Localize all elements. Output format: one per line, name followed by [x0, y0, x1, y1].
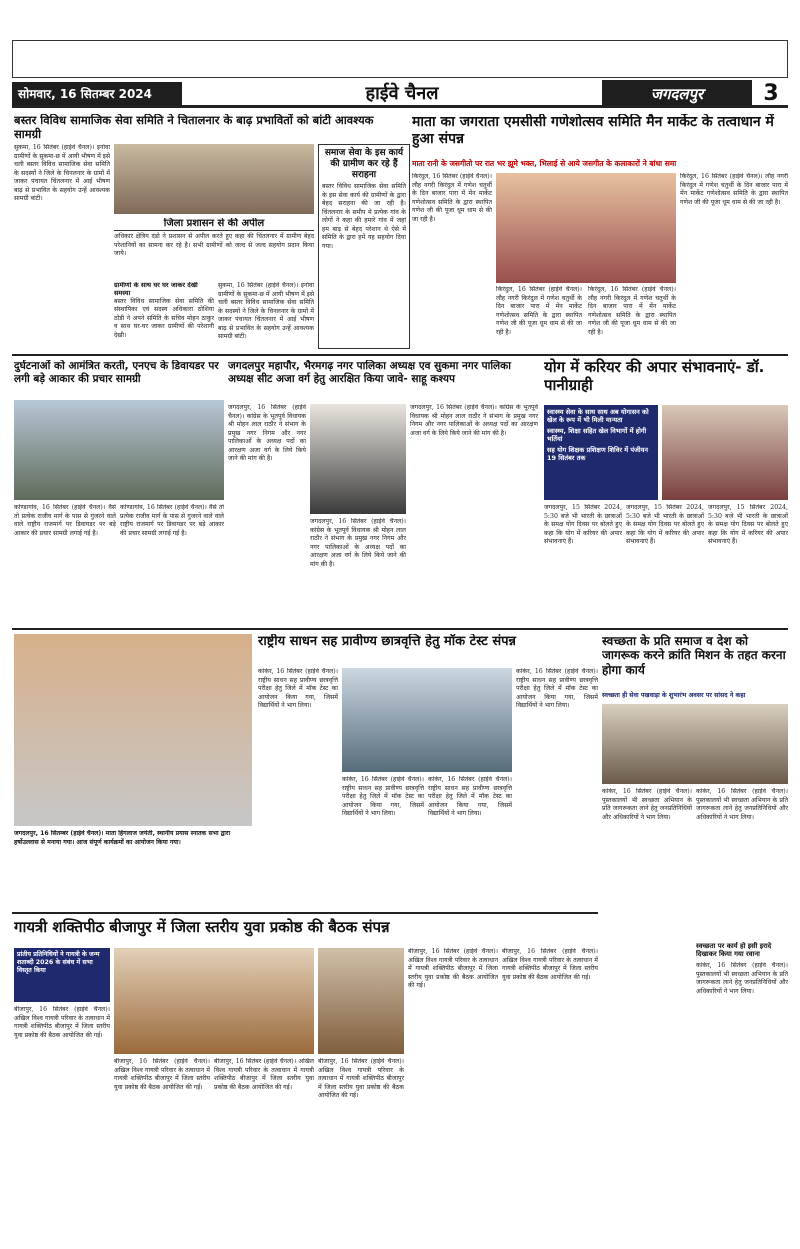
story8-text-e: बीजापुर, 16 सितंबर (हाईवे चैनल)। अखिल विश्व गायत्री परिवार के तत्वाधान में गायत्री शक्तिपीठ बीजापुर में जिला स्तरीय युवा प्रकोष्ठ की बैठक आयोजित की गई। — [408, 948, 498, 989]
story2-text: किरंदुल, 16 सितंबर (हाईवे चैनल)। लौह नगरी किरंदुल में गणेश चतुर्थी के दिन बाजार पारा में मेंन मार्केट गणेशोत्सव समिति के द्वारा स्थापित गणेश जी की पूजा धूम धाम से की जा रही है। — [412, 173, 492, 223]
story7-text-c: कांकेर, 16 सितंबर (हाईवे चैनल)। पुस्तकालयों भी स्वच्छता अभियान के प्रति जागरूकता लाने हेतु जनप्रतिनिधियों और अधिकारियों ने भाग लिया। — [696, 962, 788, 995]
story4-headline: जगदलपुर महापौर, भैरमगढ़ नगर पालिका अध्यक्ष एव सुकमा नगर पालिका अध्यक्ष सीट अजा वर्ग हेतु आरक्षित किया जावे- साहू कश्यप — [228, 360, 511, 385]
story6-text-c: कांकेर, 16 सितंबर (हाईवे चैनल)। राष्ट्रीय साधन सह प्रावीण्य छात्रवृत्ति परीक्षा हेतु जिले में मॉक टेस्ट का आयोजन किया गया, जिसमें विद्यार्थियों ने भाग लिया। — [428, 776, 512, 817]
story2-text-d: किरंदुल, 16 सितंबर (हाईवे चैनल)। लौह नगरी किरंदुल में गणेश चतुर्थी के दिन बाजार पारा में मेंन मार्केट गणेशोत्सव समिति के द्वारा स्थापित गणेश जी की पूजा धूम धाम से की जा रही है। — [680, 173, 788, 206]
story5-text-c: जगदलपुर, 15 सितंबर 2024, 5:30 बजे भी भारती के छात्राओं के समक्ष योग दिवस पर बोलते हुए कहा कि योग में करियर की अपार संभावनाएं हैं। — [708, 504, 788, 545]
story2-text-c: किरंदुल, 16 सितंबर (हाईवे चैनल)। लौह नगरी किरंदुल में गणेश चतुर्थी के दिन बाजार पारा में मेंन मार्केट गणेशोत्सव समिति के द्वारा स्थापित गणेश जी की पूजा धूम धाम से की जा रही है। — [588, 286, 676, 336]
sidebox-headline: समाज सेवा के इस कार्य की ग्रामीण कर रहे हैं सराहना — [324, 148, 404, 180]
story7-subhead: स्वच्छता ही सेवा पखवाड़ा के शुभारंभ अवसर पर सांसद ने कहा — [602, 692, 746, 699]
story1-photo — [114, 144, 314, 214]
story2-photo — [496, 173, 676, 283]
top-banner-frame — [12, 40, 788, 78]
photo-caption: जगदलपुर, 16 सितम्बर (हाईवे चैनल)। माता हिंगलाज जयंती, स्थानीय प्रयास स्नातक सभा द्वारा हर्षोउल्लास से मनाया गया। आज संपूर्ण कार्यक्रमों का आयोजन किया गया। — [14, 830, 231, 846]
story1-lead: सुकमा, 16 सितंबर (हाईवे चैनल)। इनोवा ग्रामीणों के सुकमा-छ में आयी भीषण में इसे चली बस्तर विविध सामाजिक सेवा समिति के सदस्यों ने जिले के चिनलनार के ग्रामों में जाकर पंचायत चिंतलनार में आई भीषण बाढ़ से प्रभावित के सहयोग उन्हें आवश्यक सामग्री बांटी। — [14, 144, 110, 202]
divider — [12, 354, 788, 356]
story5-text-b: जगदलपुर, 15 सितंबर 2024, 5:30 बजे भी भारती के छात्राओं के समक्ष योग दिवस पर बोलते हुए कहा कि योग में करियर की अपार संभावनाएं हैं। — [626, 504, 704, 545]
story6-photo — [14, 634, 252, 826]
story7-subsection: स्वच्छता पर कार्य हो इसी इरादे दिखाकर किया गया रवाना — [696, 942, 772, 959]
bullet-2: स्वास्थ्य, शिक्षा सहित खेल विभागों में होगी भर्तियां — [547, 427, 647, 443]
paper-name: हाईवे चैनल — [365, 83, 439, 104]
story6-headline: राष्ट्रीय साधन सह प्रावीण्य छात्रवृत्ति हेतु मॉक टेस्ट संपन्न — [258, 634, 516, 649]
villagebox-text: बस्तर विविध सामाजिक सेवा समिति की संस्थापिका एवं सदस्य अधिकारा ठोशिया ठोडी ने अपने समिति के सचिव मोहन ठाकुर व साथ घर-घर जाकर ग्रामीणों की परेशानी देखी। — [114, 297, 214, 339]
story5-text: जगदलपुर, 15 सितंबर 2024, 5:30 बजे भी भारती के छात्राओं के समक्ष योग दिवस पर बोलते हुए कहा कि योग में करियर की अपार संभावनाएं हैं। — [544, 504, 622, 545]
divider — [12, 912, 598, 914]
adminbox-text: अधिकार क्षेत्रिय दंडो ने प्रशासन से अपील करते हुए कहा की चिंतलनार में ग्रामीण बेहद परेशानियों का सामना कर रहे है। सभी ग्रामीणों को जल्द से जल्द सहयोग प्रदान किया जाये। — [114, 233, 314, 257]
bullet-3: सह योग शिक्षक प्रशिक्षण शिविर में पंजीयन 19 सितंबर तक — [547, 446, 648, 462]
bullet-1: स्वास्थ्य सेवा के साथ साथ अब योगासन को खेल के रूप में भी मिली मान्यता — [547, 408, 649, 424]
story8-text-b: बीजापुर, 16 सितंबर (हाईवे चैनल)। अखिल विश्व गायत्री परिवार के तत्वाधान में गायत्री शक्तिपीठ बीजापुर में जिला स्तरीय युवा प्रकोष्ठ की बैठक आयोजित की गई। — [114, 1058, 210, 1091]
story8-headline: गायत्री शक्तिपीठ बीजापुर में जिला स्तरीय युवा प्रकोष्ठ की बैठक संपन्न — [14, 918, 390, 936]
story7-text: कांकेर, 16 सितंबर (हाईवे चैनल)। पुस्तकालयों भी स्वच्छता अभियान के प्रति जागरूकता लाने हेतु जनप्रतिनिधियों और अधिकारियों ने भाग लिया। — [602, 788, 692, 821]
story6-text: कांकेर, 16 सितंबर (हाईवे चैनल)। राष्ट्रीय साधन सह प्रावीण्य छात्रवृत्ति परीक्षा हेतु जिले में मॉक टेस्ट का आयोजन किया गया, जिसमें विद्यार्थियों ने भाग लिया। — [258, 668, 338, 709]
story5-photo — [662, 405, 788, 500]
story8-photo-b — [318, 948, 404, 1054]
story1-continued: सुकमा, 16 सितंबर (हाईवे चैनल)। इनोवा ग्रामीणों के सुकमा-छ में आयी भीषण में इसे चली बस्तर विविध सामाजिक सेवा समिति के सदस्यों ने जिले के चिनलनार के ग्रामों में जाकर पंचायत चिंतलनार में आई भीषण बाढ़ से प्रभावित के सहयोग उन्हें आवश्यक सामग्री बांटी। — [218, 282, 314, 340]
adminbox-headline: जिला प्रशासन से की अपील — [114, 218, 314, 231]
story5-bullets — [544, 405, 658, 500]
story1-headline: बस्तर विविध सामाजिक सेवा समिति ने चितालनार के बाढ़ प्रभावितों को बांटी आवश्यक सामग्री — [14, 114, 374, 141]
story8-text-c: बीजापुर, 16 सितंबर (हाईवे चैनल)। अखिल विश्व गायत्री परिवार के तत्वाधान में गायत्री शक्तिपीठ बीजापुर में जिला स्तरीय युवा प्रकोष्ठ की बैठक आयोजित की गई। — [214, 1058, 314, 1091]
story4-portrait — [310, 404, 406, 514]
story4-text-c: जगदलपुर, 16 सितंबर (हाईवे चैनल)। कांग्रेस के भूतपूर्व विधायक श्री मोहन लाल राठौर ने संभाग के प्रमुख नगर निगम और नगर पालिकाओं के अध्यक्ष पदों का आरक्षण अजा वर्ग के लिये किये जाने की मांग की है। — [410, 404, 538, 437]
story8-text-f: बीजापुर, 16 सितंबर (हाईवे चैनल)। अखिल विश्व गायत्री परिवार के तत्वाधान में गायत्री शक्तिपीठ बीजापुर में जिला स्तरीय युवा प्रकोष्ठ की बैठक आयोजित की गई। — [502, 948, 598, 981]
sidebox — [318, 144, 410, 349]
story3-text: कोण्डागांव, 16 सितंबर (हाईवे चैनल)। वैसे तो प्रत्येक राजीव मार्ग के पास से गुजरने वाले वाले राष्ट्रीय राजमार्ग पर डिवायडर पर बड़े आकार की प्रचार सामग्री लगाई गई है। — [14, 504, 116, 537]
story8-text: बीजापुर, 16 सितंबर (हाईवे चैनल)। अखिल विश्व गायत्री परिवार के तत्वाधान में गायत्री शक्तिपीठ बीजापुर में जिला स्तरीय युवा प्रकोष्ठ की बैठक आयोजित की गई। — [14, 1006, 110, 1039]
story6-text-b: कांकेर, 16 सितंबर (हाईवे चैनल)। राष्ट्रीय साधन सह प्रावीण्य छात्रवृत्ति परीक्षा हेतु जिले में मॉक टेस्ट का आयोजन किया गया, जिसमें विद्यार्थियों ने भाग लिया। — [342, 776, 424, 817]
story2-text-b: किरंदुल, 16 सितंबर (हाईवे चैनल)। लौह नगरी किरंदुल में गणेश चतुर्थी के दिन बाजार पारा में मेंन मार्केट गणेशोत्सव समिति के द्वारा स्थापित गणेश जी की पूजा धूम धाम से की जा रही है। — [496, 286, 582, 336]
sidebox-text: बस्तर विविध सामाजिक सेवा समिति के इस सेवा कार्य की ग्रामीणों के द्वारा बेहद सराहना की जा रही है। चिंतलनार के समीप मे प्रत्येक गांव के लोगों ने कहा की हमारे गांव में जहां हम बाढ़ से बेहद परेशान थे ऐसे में समिति के द्वारा हमें यह सहयोग दिया गया। — [322, 183, 406, 250]
villagebox — [114, 282, 214, 349]
story2-subhead: माता रानी के जसगीतो पर रात भर झूमे भक्त, भिलाई से आये जसगीत के कलाकारों ने बांधा समा — [412, 159, 677, 168]
story7-headline: स्वच्छता के प्रति समाज व देश को जागरूक करने क्रांति मिशन के तहत करना होगा कार्य — [602, 634, 786, 677]
story7-photo — [602, 704, 788, 784]
story4-text-b: जगदलपुर, 16 सितंबर (हाईवे चैनल)। कांग्रेस के भूतपूर्व विधायक श्री मोहन लाल राठौर ने संभाग के प्रमुख नगर निगम और नगर पालिकाओं के अध्यक्ष पदों का आरक्षण अजा वर्ग के लिये किये जाने की मांग की है। — [310, 518, 406, 568]
story8-boxnote: प्रांतीय प्रतिनिधियों ने गायत्री के जन्म शताब्दी 2026 के संबंध में सभा विस्तृत किया — [14, 948, 110, 1002]
page-number: 3 — [763, 81, 779, 106]
adminbox — [114, 218, 314, 278]
masthead — [12, 80, 788, 108]
story7-text-b: कांकेर, 16 सितंबर (हाईवे चैनल)। पुस्तकालयों भी स्वच्छता अभियान के प्रति जागरूकता लाने हेतु जनप्रतिनिधियों और अधिकारियों ने भाग लिया। — [696, 788, 788, 821]
story4-text: जगदलपुर, 16 सितंबर (हाईवे चैनल)। कांग्रेस के भूतपूर्व विधायक श्री मोहन लाल राठौर ने संभाग के प्रमुख नगर निगम और नगर पालिकाओं के अध्यक्ष पदों का आरक्षण अजा वर्ग के लिये किये जाने की मांग की है। — [228, 404, 306, 462]
story8-photo — [114, 948, 314, 1054]
story3-text-b: कोण्डागांव, 16 सितंबर (हाईवे चैनल)। वैसे तो प्रत्येक राजीव मार्ग के पास से गुजरने वाले वाले राष्ट्रीय राजमार्ग पर डिवायडर पर बड़े आकार की प्रचार सामग्री लगाई गई है। — [120, 504, 224, 537]
villagebox-headline: ग्रामीणों के साथ घर घर जाकर देखी समस्या — [114, 282, 198, 297]
edition-city: जगदलपुर — [602, 80, 752, 108]
story6-text-d: कांकेर, 16 सितंबर (हाईवे चैनल)। राष्ट्रीय साधन सह प्रावीण्य छात्रवृत्ति परीक्षा हेतु जिले में मॉक टेस्ट का आयोजन किया गया, जिसमें विद्यार्थियों ने भाग लिया। — [516, 668, 598, 709]
divider — [12, 628, 788, 630]
story2-headline: माता का जगराता एमसीसी गणेशोत्सव समिति मैन मार्केट के तत्वाधान में हुआ संपन्न — [412, 114, 774, 147]
story3-photo — [14, 400, 224, 500]
story5-headline: योग में करियर की अपार संभावनाएं- डॉ. पानीग्राही — [544, 358, 765, 394]
story8-text-d: बीजापुर, 16 सितंबर (हाईवे चैनल)। अखिल विश्व गायत्री परिवार के तत्वाधान में गायत्री शक्तिपीठ बीजापुर में जिला स्तरीय युवा प्रकोष्ठ की बैठक आयोजित की गई। — [318, 1058, 404, 1099]
story3-headline: दुर्घटनाओं को आमंत्रित करती, एनएच के डिवायडर पर लगी बड़े आकार की प्रचार सामग्री — [14, 360, 219, 385]
story6-photo-b — [342, 668, 512, 772]
issue-date: सोमवार, 16 सितम्बर 2024 — [12, 82, 182, 106]
